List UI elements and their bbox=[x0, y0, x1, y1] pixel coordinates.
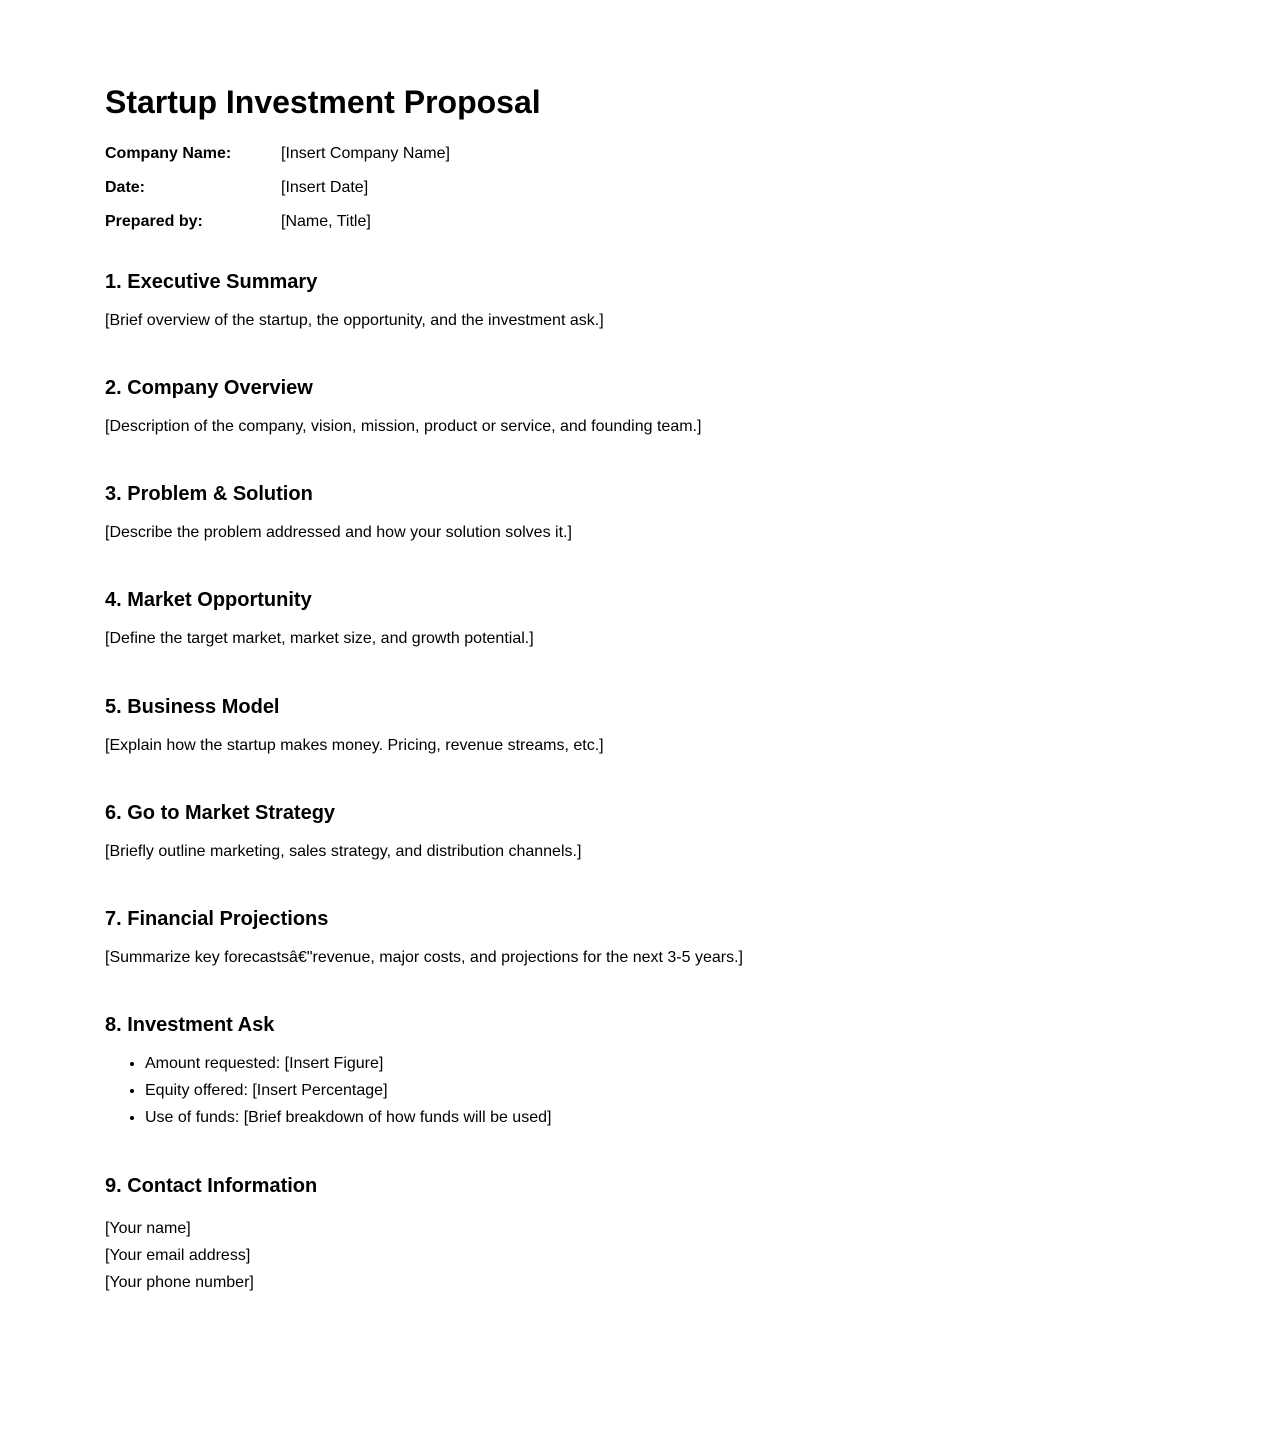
meta-label: Prepared by: bbox=[105, 213, 203, 230]
meta-label: Company Name: bbox=[105, 145, 232, 162]
section-market-opportunity bbox=[105, 588, 1105, 649]
section-investment-ask bbox=[105, 1013, 1105, 1135]
contact-phone: [Your phone number] bbox=[105, 1274, 254, 1291]
section-heading: 5. Business Model bbox=[105, 696, 280, 718]
investment-ask-list bbox=[105, 1054, 1105, 1128]
section-executive-summary bbox=[105, 270, 1105, 331]
section-business-model bbox=[105, 695, 1105, 756]
section-body: [Define the target market, market size, and growth potential.] bbox=[105, 630, 534, 647]
meta-value: [Name, Title] bbox=[281, 213, 371, 230]
section-heading: 2. Company Overview bbox=[105, 377, 313, 399]
section-body: [Description of the company, vision, mission, product or service, and founding team.] bbox=[105, 418, 702, 435]
meta-row-prepared-by bbox=[105, 211, 1263, 245]
section-heading: 4. Market Opportunity bbox=[105, 589, 312, 611]
contact-lines bbox=[105, 1215, 1105, 1296]
contact-name: [Your name] bbox=[105, 1220, 191, 1237]
list-item: • Equity offered: [Insert Percentage] bbox=[145, 1081, 1105, 1101]
section-body: [Explain how the startup makes money. Pricing, revenue streams, etc.] bbox=[105, 737, 604, 754]
section-heading: 8. Investment Ask bbox=[105, 1014, 275, 1036]
section-heading: 9. Contact Information bbox=[105, 1175, 318, 1197]
meta-row-date bbox=[105, 177, 1263, 211]
section-heading: 3. Problem & Solution bbox=[105, 483, 313, 505]
document-title: Startup Investment Proposal bbox=[105, 84, 541, 120]
section-company-overview bbox=[105, 376, 1105, 437]
section-go-to-market bbox=[105, 801, 1105, 862]
section-heading: 7. Financial Projections bbox=[105, 908, 329, 930]
section-body: [Briefly outline marketing, sales strategy, and distribution channels.] bbox=[105, 843, 582, 860]
list-item: • Amount requested: [Insert Figure] bbox=[145, 1054, 1105, 1074]
meta-row-company bbox=[105, 143, 1263, 177]
section-body: [Brief overview of the startup, the opportunity, and the investment ask.] bbox=[105, 312, 604, 329]
section-financial-projections bbox=[105, 907, 1105, 968]
document-page bbox=[0, 0, 1263, 245]
section-heading: 1. Executive Summary bbox=[105, 271, 318, 293]
section-contact-information bbox=[105, 1174, 1105, 1296]
meta-label: Date: bbox=[105, 179, 146, 196]
section-heading: 6. Go to Market Strategy bbox=[105, 802, 336, 824]
contact-email: [Your email address] bbox=[105, 1247, 251, 1264]
meta-value: [Insert Company Name] bbox=[281, 145, 450, 162]
list-item: • Use of funds: [Brief breakdown of how funds will be used] bbox=[145, 1108, 1105, 1128]
meta-value: [Insert Date] bbox=[281, 179, 369, 196]
section-body: [Summarize key forecastsâ€"revenue, major costs, and projections for the next 3-5 years.] bbox=[105, 949, 743, 966]
section-body: [Describe the problem addressed and how your solution solves it.] bbox=[105, 524, 572, 541]
meta-table bbox=[105, 143, 1263, 245]
section-problem-solution bbox=[105, 482, 1105, 543]
